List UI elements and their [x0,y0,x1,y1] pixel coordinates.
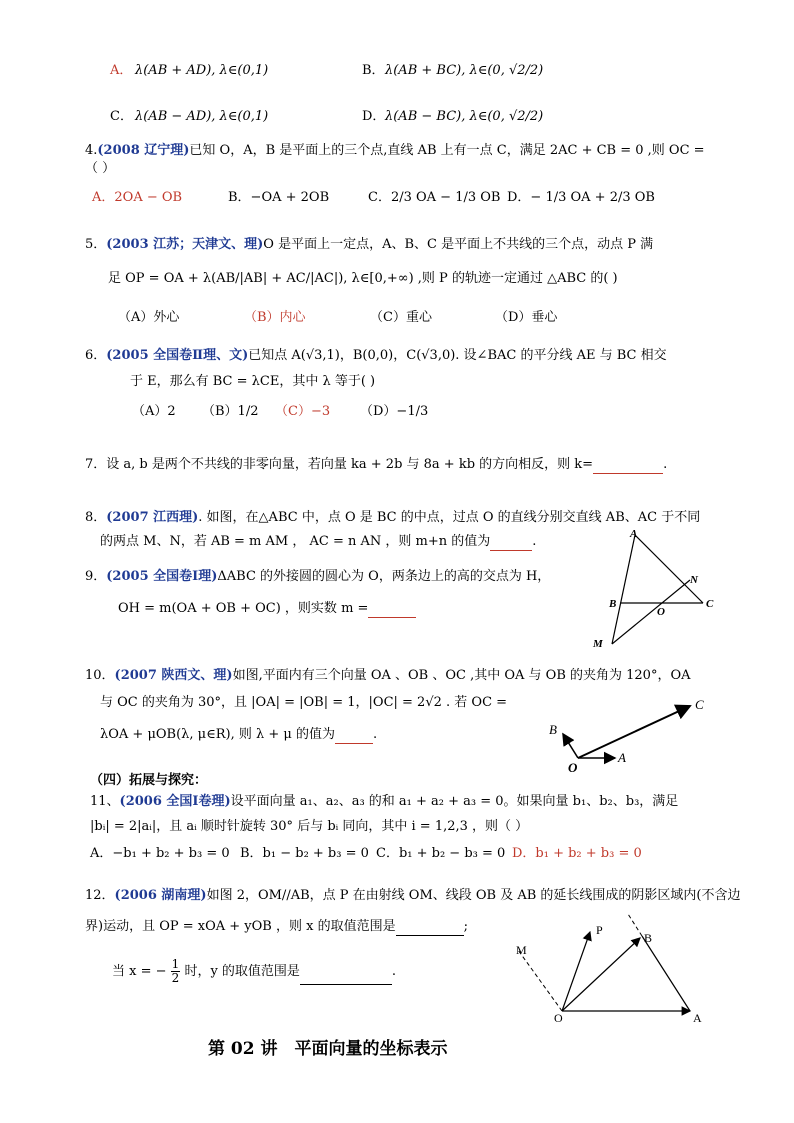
q4-option-d: D．− 1/3 OA + 2/3 OB [507,190,655,205]
q12-text1: 如图 2，OM//AB，点 P 在由射线 OM、线段 OB 及 AB 的延长线围成的阴影区域内(不含边 [206,888,741,903]
fig10-label-b: B [549,722,557,737]
q10-stem-line3 [100,726,377,744]
q5-option-b: （B）内心 [244,310,306,325]
q4-source: (2008 辽宁理) [97,143,190,158]
q11-option-d: D．b₁ + b₂ + b₃ = 0 [512,846,642,861]
q6-stem-line2: 于 E，那么有 BC = λCE，其中 λ 等于( ) [130,374,376,389]
fig10-label-c: C [695,697,704,712]
q10-source: (2007 陕西文、理) [114,668,233,683]
q8-stem-line2 [100,533,536,551]
q7-stem [85,456,667,474]
q11-number: 11、 [90,794,120,809]
q10-text3: λOA + μOB(λ, μ∈R), 则 λ + μ 的值为 [100,727,335,742]
q6-option-d: （D）−1/3 [360,404,429,419]
fig10-label-a: A [618,750,626,765]
fig12-vector-ob [562,938,640,1011]
fig12-segment-ab [642,936,690,1011]
fig10-vector-oc [578,706,690,758]
fig12-label-a: A [693,1011,702,1025]
q6-stem-line1 [85,347,667,365]
q12-text2: 界)运动，且 OP = xOA + yOB ，则 x 的取值范围是 [85,919,396,934]
fig12-vector-op [562,932,590,1011]
q11-option-b: B．b₁ − b₂ + b₃ = 0 [240,846,369,861]
fig12-ray-om [518,950,562,1011]
q12-source: (2006 湖南理) [114,888,207,903]
q10-text1: 如图,平面内有三个向量 OA 、OB 、OC ,其中 OA 与 OB 的夹角为 120°，OA [232,668,691,683]
fig10-label-o: O [568,760,578,775]
q12-text3-end: . [391,964,397,979]
q11-option-c: C．b₁ + b₂ − b₃ = 0 [376,846,506,861]
q12-fraction-num: 1 [171,957,180,971]
q5-option-d: （D）垂心 [495,310,558,325]
q4-text: 已知 O，A，B 是平面上的三个点,直线 AB 上有一点 C，满足 2AC + CB = 0 ,则 OC = [189,143,705,158]
q3-option-d-label: D． [362,109,386,124]
fig8-label-m: M [593,638,603,650]
q6-text1: 已知点 A(√3,1)，B(0,0)，C(√3,0). 设∠BAC 的平分线 AE 与 BC 相交 [248,348,667,363]
q8-source: (2007 江西理) [106,510,199,525]
q8-answer-blank[interactable] [490,536,532,551]
q9-text2: OH = m(OA + OB + OC) ，则实数 m = [118,601,369,616]
q8-text2: 的两点 M、N，若 AB = m AM ， AC = n AN ，则 m+n 的值为 [100,534,491,549]
figure-triangle-abc [585,525,725,650]
q3-option-d: λ(AB − BC), λ∈(0, √2/2) [385,109,544,124]
q9-stem-line2 [118,600,416,618]
q11-option-a: A．−b₁ + b₂ + b₃ = 0 [90,846,230,861]
fig8-label-b: B [609,598,617,610]
q8-text1: . 如图，在△ABC 中，点 O 是 BC 的中点，过点 O 的直线分别交直线 AB、AC 于不同 [198,510,701,525]
q12-stem-line2 [85,918,468,936]
q6-option-a: （A）2 [132,404,176,419]
q6-option-b: （B）1/2 [202,404,259,419]
q6-number: 6． [85,348,107,363]
q10-answer-blank[interactable] [335,729,373,744]
lesson-title: 第 02 讲 平面向量的坐标表示 [208,1039,448,1059]
q4-stem [85,142,705,160]
fig8-label-o: O [657,606,665,618]
q7-end: . [663,457,668,472]
fig12-label-p: P [596,923,603,937]
fig8-line-ac [635,535,703,603]
fig8-label-n: N [690,574,698,586]
q10-stem-line1 [85,667,691,685]
q10-stem-line2: 与 OC 的夹角为 30°，且 |OA| = |OB| = 1，|OC| = 2√2 . 若 OC = [100,695,508,710]
q11-text1: 设平面向量 a₁、a₂、a₃ 的和 a₁ + a₂ + a₃ = 0。如果向量 b₁、b₂、b₃，满足 [230,794,679,809]
q4-option-b: B．−OA + 2OB [228,190,330,205]
q7-number: 7． [85,457,107,472]
q3-option-b-label: B． [362,63,385,78]
q5-stem-line1 [85,236,653,254]
q9-number: 9． [85,569,107,584]
q4-paren: （ ） [85,161,116,176]
q5-option-c: （C）重心 [370,310,432,325]
q12-stem-line1 [85,887,741,905]
q5-number: 5． [85,237,107,252]
q3-option-b: λ(AB + BC), λ∈(0, √2/2) [385,63,544,78]
q7-text: 设 a, b 是两个不共线的非零向量，若向量 ka + 2b 与 8a + kb 的方向相反，则 k= [106,457,594,472]
figure-vectors-oabc [540,690,715,775]
q11-stem-line2: |bᵢ| = 2|aᵢ|，且 aᵢ 顺时针旋转 30° 后与 bᵢ 同向，其中 i = 1,2,3 ，则（ ） [90,819,529,834]
q5-stem-line2: 足 OP = OA + λ(AB/|AB| + AC/|AC|), λ∈[0,+∞) ,则 P 的轨迹一定通过 △ABC 的( ) [108,271,618,286]
figure-oab-region [510,912,710,1027]
q4-number: 4. [85,143,98,158]
q9-answer-blank[interactable] [368,603,416,618]
q12-number: 12． [85,888,115,903]
q10-number: 10． [85,668,115,683]
q3-option-c: λ(AB − AD), λ∈(0,1) [135,109,269,124]
q11-source: (2006 全国Ⅰ卷理) [119,794,231,809]
q9-source: (2005 全国卷Ⅰ理) [106,569,218,584]
q7-answer-blank[interactable] [593,459,663,474]
q12-text3-pre: 当 x = − [112,964,167,979]
q9-text1: ΔABC 的外接圆的圆心为 O，两条边上的高的交点为 H， [217,569,551,584]
q10-end: . [372,727,378,742]
fig8-label-c: C [706,598,714,610]
q5-source: (2003 江苏；天津文、理) [106,237,264,252]
fig10-vector-ob [563,734,578,758]
q3-option-a-label: A． [110,63,133,78]
q8-end: . [532,534,537,549]
q8-number: 8． [85,510,107,525]
q5-text1: O 是平面上一定点，A、B、C 是平面上不共线的三个点，动点 P 满 [263,237,654,252]
q6-source: (2005 全国卷Ⅱ理、文) [106,348,249,363]
q12-fraction [171,958,181,985]
q3-option-c-label: C． [110,109,133,124]
q12-answer-blank-y[interactable] [300,970,392,985]
q9-stem-line1 [85,568,550,586]
q12-text2-end: ; [463,919,468,934]
q5-option-a: （A）外心 [118,310,180,325]
q4-option-c: C．2/3 OA − 1/3 OB [368,190,501,205]
q4-option-a: A．2OA − OB [92,190,183,205]
fig12-label-b: B [644,931,653,945]
q12-text3-post: 时，y 的取值范围是 [184,964,300,979]
fig12-label-m: M [516,943,527,957]
q12-fraction-den: 2 [171,971,180,985]
q6-option-c: （C）−3 [275,404,331,419]
q3-option-a: λ(AB + AD), λ∈(0,1) [135,63,269,78]
q12-stem-line3 [112,958,396,985]
q12-answer-blank-x[interactable] [396,921,464,936]
section-heading: （四）拓展与探究： [90,773,208,788]
fig12-ab-extension [628,914,642,936]
q11-stem-line1 [90,793,678,811]
fig12-label-o: O [554,1011,563,1025]
fig8-label-a: A [630,528,638,540]
